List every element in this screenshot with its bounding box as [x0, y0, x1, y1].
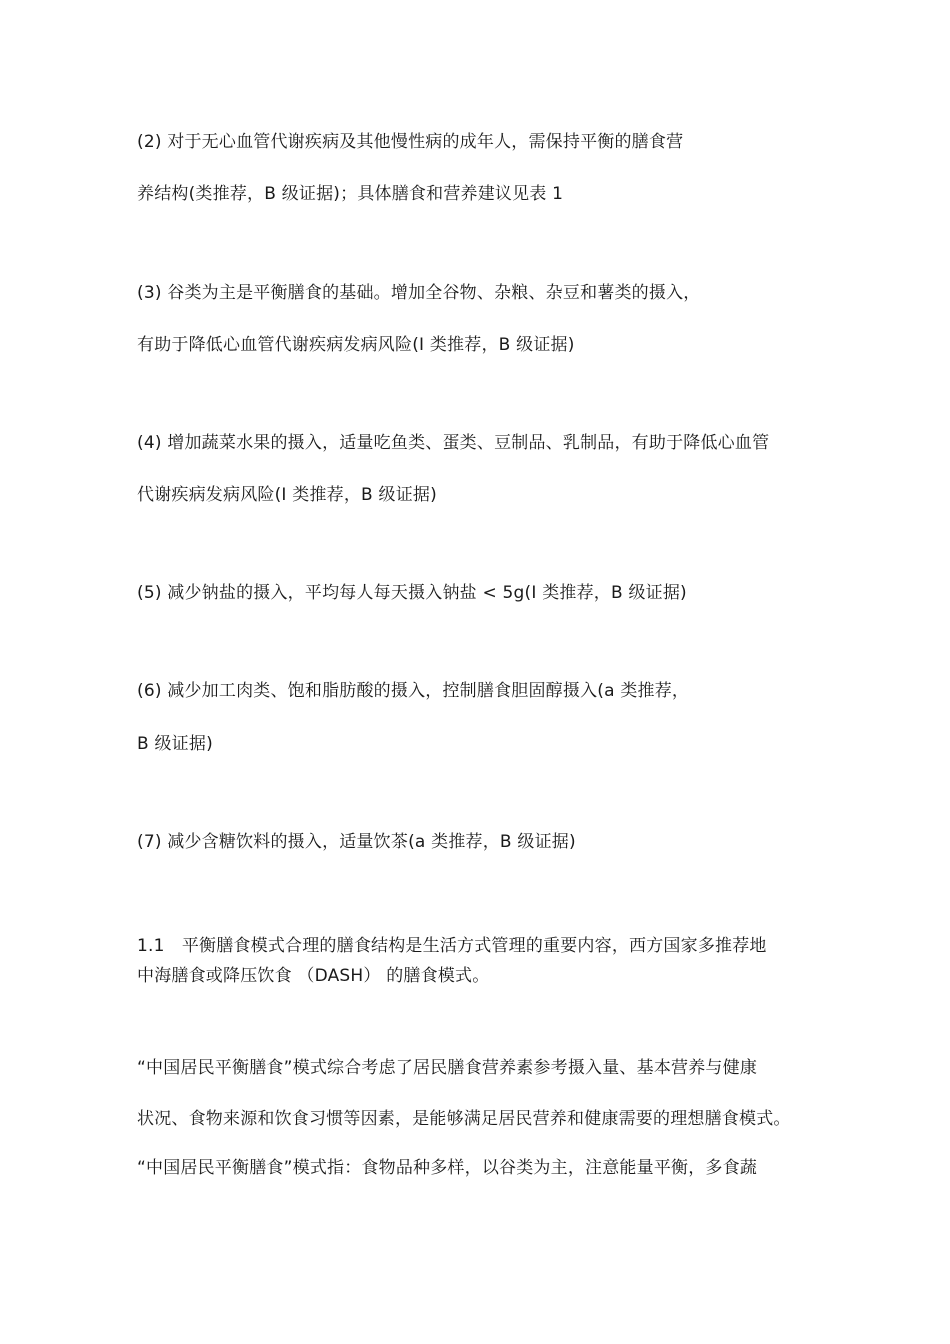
text-line: 有助于降低心血管代谢疾病发病风险(I 类推荐，B 级证据)	[137, 335, 575, 355]
text-line: 状况、食物来源和饮食习惯等因素，是能够满足居民营养和健康需要的理想膳食模式。	[137, 1109, 791, 1129]
text-line: (6) 减少加工肉类、饱和脂肪酸的摄入，控制膳食胆固醇摄入(a 类推荐，	[137, 681, 690, 701]
text-line: (7) 减少含糖饮料的摄入，适量饮茶(a 类推荐，B 级证据)	[137, 832, 576, 852]
text-line: (2) 对于无心血管代谢疾病及其他慢性病的成年人，需保持平衡的膳食营	[137, 132, 684, 152]
text-line: 中海膳食或降压饮食 （DASH） 的膳食模式。	[137, 966, 490, 986]
text-line: (3) 谷类为主是平衡膳食的基础。增加全谷物、杂粮、杂豆和薯类的摄入，	[137, 283, 701, 303]
text-line: “中国居民平衡膳食”模式综合考虑了居民膳食营养素参考摄入量、基本营养与健康	[137, 1058, 758, 1078]
text-line: 1.1 平衡膳食模式合理的膳食结构是生活方式管理的重要内容，西方国家多推荐地	[137, 936, 767, 956]
text-line: (5) 减少钠盐的摄入，平均每人每天摄入钠盐 < 5g(I 类推荐，B 级证据)	[137, 583, 687, 603]
text-line: 代谢疾病发病风险(I 类推荐，B 级证据)	[137, 485, 437, 505]
text-line: (4) 增加蔬菜水果的摄入，适量吃鱼类、蛋类、豆制品、乳制品，有助于降低心血管	[137, 433, 770, 453]
text-line: 养结构(类推荐，B 级证据)；具体膳食和营养建议见表 1	[137, 184, 564, 204]
text-line: “中国居民平衡膳食”模式指：食物品种多样，以谷类为主，注意能量平衡，多食蔬	[137, 1158, 758, 1178]
text-line: B 级证据)	[137, 734, 213, 754]
